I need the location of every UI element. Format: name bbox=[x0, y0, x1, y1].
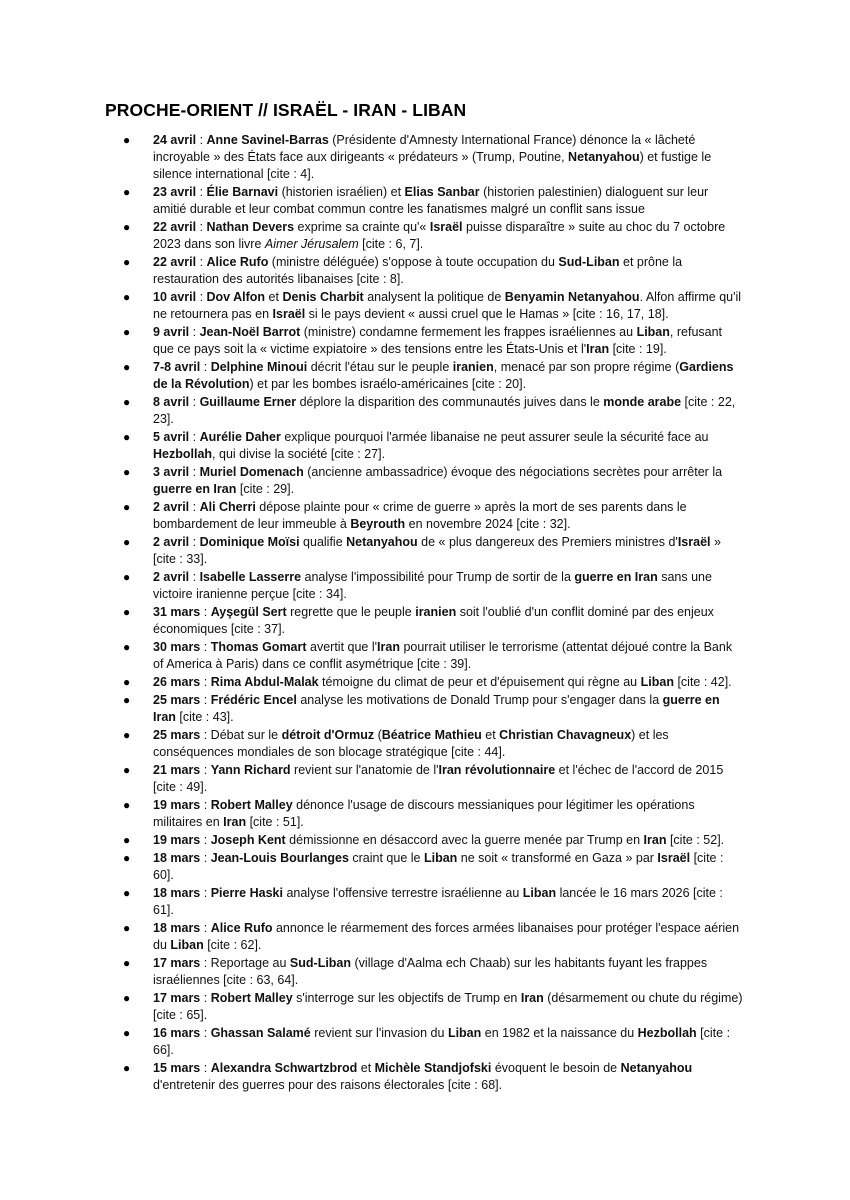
item-text: en 1982 et la naissance du bbox=[481, 1026, 638, 1041]
bullet-icon: ● bbox=[123, 693, 131, 707]
item-text: [cite : 22, 23]. bbox=[153, 394, 736, 426]
item-text: puisse disparaître » suite au choc du 7 octobre 2023 dans son livre bbox=[153, 219, 726, 251]
item-text: : bbox=[189, 429, 200, 444]
item-text: [cite : 29]. bbox=[236, 481, 295, 496]
item-text: et bbox=[357, 1061, 375, 1076]
item-text: [cite : 62]. bbox=[203, 938, 262, 952]
item-text: » [cite : 33]. bbox=[153, 534, 721, 566]
bold-text: iranien bbox=[415, 604, 457, 619]
list-item bbox=[0, 184, 743, 218]
bold-text: 22 avril bbox=[153, 254, 197, 269]
bullet-icon: ● bbox=[123, 324, 131, 339]
bold-text: 8 avril bbox=[153, 394, 190, 409]
bold-text: Hezbollah bbox=[637, 1026, 697, 1041]
item-text: ( bbox=[374, 728, 382, 742]
item-text: annonce le réarmement des forces armées libanaises pour protéger l'espace aérien du bbox=[153, 921, 740, 952]
item-text: : bbox=[200, 886, 211, 901]
bullet-icon: ● bbox=[123, 289, 131, 304]
bold-text: 18 mars bbox=[153, 886, 201, 901]
bold-text: Alice Rufo bbox=[210, 921, 273, 936]
item-text: d'entretenir des guerres pour des raisons électorales [cite : 68]. bbox=[153, 1078, 503, 1092]
list-item bbox=[0, 604, 743, 638]
item-text: : bbox=[189, 499, 200, 514]
bold-text: 26 mars bbox=[153, 674, 201, 689]
list-item bbox=[0, 639, 743, 673]
item-text: ne soit « transformé en Gaza » par bbox=[457, 851, 658, 866]
list-item bbox=[0, 132, 743, 183]
bold-text: Joseph Kent bbox=[210, 833, 286, 847]
item-text: : bbox=[189, 534, 200, 549]
item-text: , refusant que ce pays soit la « victime expiatoire » des tensions entre les États-Unis et l' bbox=[153, 324, 723, 356]
bold-text: Ali Cherri bbox=[199, 499, 256, 514]
bullet-icon: ● bbox=[123, 133, 131, 147]
bold-text: 19 mars bbox=[153, 798, 201, 812]
bold-text: Iran bbox=[377, 639, 400, 654]
item-text: (historien israélien) et bbox=[278, 184, 405, 199]
item-text: : bbox=[200, 359, 211, 374]
item-text: évoquent le besoin de bbox=[491, 1061, 621, 1076]
item-text: craint que le bbox=[348, 851, 424, 866]
list-item bbox=[0, 429, 743, 463]
bullet-icon: ● bbox=[123, 851, 131, 866]
list-item bbox=[0, 832, 743, 849]
item-text: : bbox=[189, 324, 200, 339]
item-text: dénonce l'usage de discours messianiques pour légitimer les opérations militaires en bbox=[153, 798, 695, 829]
item-text: et bbox=[265, 289, 283, 304]
item-text: analyse l'offensive terrestre israélienne au bbox=[282, 886, 523, 901]
bold-text: Netanyahou bbox=[568, 149, 640, 164]
list-item bbox=[0, 990, 743, 1024]
bullet-icon: ● bbox=[123, 886, 131, 901]
item-text: , menacé par son propre régime ( bbox=[493, 359, 680, 374]
news-list bbox=[0, 132, 850, 1095]
bold-text: Thomas Gomart bbox=[210, 639, 307, 654]
bold-text: Israël bbox=[272, 306, 306, 321]
bold-text: Aurélie Daher bbox=[199, 429, 281, 444]
list-item bbox=[0, 920, 743, 954]
item-text: sans une victoire iranienne perçue [cite : 34]. bbox=[153, 569, 712, 601]
item-text: analysent la politique de bbox=[363, 289, 505, 304]
bullet-icon: ● bbox=[123, 394, 131, 409]
bold-text: 25 mars bbox=[153, 693, 201, 707]
bold-text: 17 mars bbox=[153, 991, 201, 1006]
list-item bbox=[0, 797, 743, 831]
bullet-icon: ● bbox=[123, 833, 131, 847]
item-text: [cite : 51]. bbox=[246, 814, 304, 829]
item-text: : bbox=[200, 1061, 211, 1076]
item-text: : bbox=[200, 1026, 211, 1041]
bold-text: 5 avril bbox=[153, 429, 190, 444]
bold-text: Robert Malley bbox=[210, 798, 293, 812]
item-text: : bbox=[196, 184, 207, 199]
bold-text: Gardiens de la Révolution bbox=[153, 359, 734, 391]
item-text: revient sur l'anatomie de l' bbox=[290, 763, 439, 777]
list-item bbox=[0, 359, 743, 393]
bold-text: Netanyahou bbox=[346, 534, 418, 549]
bold-text: Nathan Devers bbox=[206, 219, 295, 234]
list-item bbox=[0, 499, 743, 533]
item-text: : Reportage au bbox=[200, 956, 290, 971]
bullet-icon: ● bbox=[123, 991, 131, 1006]
bold-text: Ayşegül Sert bbox=[210, 604, 287, 619]
bold-text: Iran bbox=[223, 814, 247, 829]
bold-text: Alexandra Schwartzbrod bbox=[210, 1061, 358, 1076]
bold-text: Denis Charbit bbox=[282, 289, 364, 304]
item-text: avertit que l' bbox=[306, 639, 378, 654]
bold-text: Netanyahou bbox=[620, 1061, 693, 1076]
bold-text: Iran bbox=[586, 341, 610, 356]
bold-text: 2 avril bbox=[153, 534, 190, 549]
bold-text: Isabelle Lasserre bbox=[199, 569, 302, 584]
bold-text: Elias Sanbar bbox=[404, 184, 480, 199]
item-text: : Débat sur le bbox=[200, 728, 282, 742]
bold-text: 30 mars bbox=[153, 639, 201, 654]
item-text: : bbox=[200, 991, 211, 1006]
item-text: : bbox=[200, 798, 211, 812]
bold-text: Jean-Noël Barrot bbox=[199, 324, 301, 339]
bold-text: Hezbollah bbox=[153, 446, 213, 461]
bold-text: Alice Rufo bbox=[206, 254, 269, 269]
bold-text: Ghassan Salamé bbox=[210, 1026, 311, 1041]
bold-text: 25 mars bbox=[153, 728, 201, 742]
bold-text: guerre en Iran bbox=[153, 481, 237, 496]
item-text: [cite : 42]. bbox=[673, 674, 732, 689]
bold-text: Muriel Domenach bbox=[199, 464, 304, 479]
bold-text: monde arabe bbox=[603, 394, 682, 409]
list-item bbox=[0, 692, 743, 726]
item-text: et bbox=[481, 728, 500, 742]
item-text: regrette que le peuple bbox=[286, 604, 416, 619]
item-text: : bbox=[189, 394, 200, 409]
bullet-icon: ● bbox=[123, 674, 131, 689]
bold-text: Béatrice Mathieu bbox=[381, 728, 482, 742]
page-title: PROCHE-ORIENT // ISRAËL - IRAN - LIBAN bbox=[105, 100, 467, 120]
bold-text: détroit d'Ormuz bbox=[281, 728, 375, 742]
bold-text: Élie Barnavi bbox=[206, 184, 279, 199]
bullet-icon: ● bbox=[123, 921, 131, 936]
item-text: analyse l'impossibilité pour Trump de sortir de la bbox=[301, 569, 575, 584]
item-text: : bbox=[189, 569, 200, 584]
bold-text: Liban bbox=[423, 851, 458, 866]
bold-text: Liban bbox=[170, 938, 204, 952]
item-text: : bbox=[189, 464, 200, 479]
bold-text: Christian Chavagneux bbox=[499, 728, 632, 742]
bullet-icon: ● bbox=[123, 429, 131, 444]
bold-text: Liban bbox=[636, 324, 670, 339]
item-text: s'interroge sur les objectifs de Trump en bbox=[292, 991, 521, 1006]
item-text: [cite : 52]. bbox=[666, 833, 725, 847]
bold-text: Frédéric Encel bbox=[210, 693, 297, 707]
bullet-icon: ● bbox=[123, 184, 131, 199]
item-text: [cite : 19]. bbox=[609, 341, 667, 356]
list-item bbox=[0, 219, 743, 253]
list-item bbox=[0, 762, 743, 796]
item-text: (ancienne ambassadrice) évoque des négociations secrètes pour arrêter la bbox=[303, 464, 723, 479]
bullet-icon: ● bbox=[123, 219, 131, 234]
item-text: [cite : 66]. bbox=[153, 1026, 731, 1057]
bold-text: Yann Richard bbox=[210, 763, 291, 777]
item-text: : bbox=[196, 133, 207, 147]
bold-text: 18 mars bbox=[153, 851, 201, 866]
item-text: analyse les motivations de Donald Trump pour s'engager dans la bbox=[296, 693, 663, 707]
bold-text: Jean-Louis Bourlanges bbox=[210, 851, 349, 866]
bullet-icon: ● bbox=[123, 464, 131, 479]
bold-text: Iran révolutionnaire bbox=[438, 763, 556, 777]
bold-text: 15 mars bbox=[153, 1061, 201, 1076]
bullet-icon: ● bbox=[123, 359, 131, 374]
bold-text: 17 mars bbox=[153, 956, 201, 971]
bullet-icon: ● bbox=[123, 1026, 131, 1041]
bold-text: Liban bbox=[522, 886, 557, 901]
item-text: soit l'oublié d'un conflit dominé par des enjeux économiques [cite : 37]. bbox=[153, 604, 714, 636]
item-text: qualifie bbox=[299, 534, 347, 549]
bullet-icon: ● bbox=[123, 254, 131, 269]
item-text: (ministre déléguée) s'oppose à toute occupation du bbox=[268, 254, 559, 269]
bold-text: Liban bbox=[447, 1026, 482, 1041]
bold-text: 22 avril bbox=[153, 219, 197, 234]
bold-text: 31 mars bbox=[153, 604, 201, 619]
list-item bbox=[0, 534, 743, 568]
item-text: , qui divise la société [cite : 27]. bbox=[212, 446, 386, 461]
bold-text: 16 mars bbox=[153, 1026, 201, 1041]
list-item bbox=[0, 464, 743, 498]
item-text: (désarmement ou chute du régime) [cite : 65]. bbox=[153, 991, 743, 1022]
bold-text: Iran bbox=[643, 833, 667, 847]
item-text: témoigne du climat de peur et d'épuisement qui règne au bbox=[318, 674, 641, 689]
bold-text: 2 avril bbox=[153, 499, 190, 514]
item-text: dépose plainte pour « crime de guerre » après la mort de ses parents dans le bombardement de leur immeuble à bbox=[153, 499, 687, 531]
item-text: [cite : 6, 7]. bbox=[358, 236, 424, 251]
item-text: : bbox=[200, 763, 211, 777]
list-item bbox=[0, 674, 743, 691]
italic-text: Aimer Jérusalem bbox=[264, 236, 359, 251]
list-item bbox=[0, 1060, 743, 1094]
bold-text: 2 avril bbox=[153, 569, 190, 584]
bold-text: Rima Abdul-Malak bbox=[210, 674, 319, 689]
bold-text: Israël bbox=[657, 851, 691, 866]
bullet-icon: ● bbox=[123, 639, 131, 654]
item-text: : bbox=[200, 639, 211, 654]
list-item bbox=[0, 254, 743, 288]
item-text: (ministre) condamne fermement les frappes israéliennes au bbox=[300, 324, 637, 339]
list-item bbox=[0, 324, 743, 358]
bold-text: 7-8 avril bbox=[153, 359, 201, 374]
bold-text: 21 mars bbox=[153, 763, 201, 777]
item-text: (Présidente d'Amnesty International France) dénonce la « lâcheté incroyable » des États face aux dirigeants « prédateurs » (Trump, Poutine, bbox=[153, 133, 696, 164]
item-text: décrit l'étau sur le peuple bbox=[307, 359, 453, 374]
bold-text: Delphine Minoui bbox=[210, 359, 308, 374]
bold-text: Israël bbox=[677, 534, 711, 549]
list-item bbox=[0, 885, 743, 919]
bold-text: Anne Savinel-Barras bbox=[206, 133, 329, 147]
bold-text: guerre en Iran bbox=[574, 569, 658, 584]
item-text: si le pays devient « aussi cruel que le Hamas » [cite : 16, 17, 18]. bbox=[305, 306, 669, 321]
bold-text: Dominique Moïsi bbox=[199, 534, 300, 549]
list-item bbox=[0, 569, 743, 603]
bold-text: Robert Malley bbox=[210, 991, 293, 1006]
bold-text: Iran bbox=[520, 991, 544, 1006]
bold-text: 19 mars bbox=[153, 833, 201, 847]
bullet-icon: ● bbox=[123, 604, 131, 619]
bold-text: guerre en Iran bbox=[153, 693, 720, 724]
list-item bbox=[0, 955, 743, 989]
bold-text: Liban bbox=[640, 674, 674, 689]
item-text: [cite : 43]. bbox=[175, 709, 234, 724]
item-text: ) et fustige le silence international [cite : 4]. bbox=[153, 149, 712, 181]
item-text: (historien palestinien) dialoguent sur leur amitié durable et leur combat commun contre les fanatismes malgré un conflit sans issue bbox=[153, 184, 709, 216]
bold-text: Sud-Liban bbox=[289, 956, 352, 971]
bold-text: 24 avril bbox=[153, 133, 197, 147]
list-item bbox=[0, 394, 743, 428]
bullet-icon: ● bbox=[123, 728, 131, 742]
item-text: : bbox=[196, 219, 207, 234]
item-text: [cite : 60]. bbox=[153, 851, 724, 882]
list-item bbox=[0, 850, 743, 884]
bold-text: 23 avril bbox=[153, 184, 197, 199]
bold-text: Israël bbox=[429, 219, 463, 234]
bold-text: 9 avril bbox=[153, 324, 190, 339]
item-text: : bbox=[200, 833, 211, 847]
item-text: ) et par les bombes israélo-américaines [cite : 20]. bbox=[249, 376, 527, 391]
bullet-icon: ● bbox=[123, 798, 131, 812]
bold-text: Pierre Haski bbox=[210, 886, 283, 901]
bold-text: Sud-Liban bbox=[558, 254, 620, 269]
item-text: de « plus dangereux des Premiers ministres d' bbox=[417, 534, 678, 549]
item-text: ) et les conséquences mondiales de son blocage stratégique [cite : 44]. bbox=[153, 728, 669, 759]
item-text: démissionne en désaccord avec la guerre menée par Trump en bbox=[285, 833, 644, 847]
item-text: : bbox=[200, 851, 211, 866]
bold-text: Michèle Standjofski bbox=[374, 1061, 492, 1076]
bold-text: Beyrouth bbox=[350, 516, 406, 531]
bullet-icon: ● bbox=[123, 763, 131, 777]
list-item bbox=[0, 1025, 743, 1059]
item-text: . Alfon affirme qu'il ne retournera pas en bbox=[153, 289, 742, 321]
bold-text: Guillaume Erner bbox=[199, 394, 297, 409]
item-text: : bbox=[200, 604, 211, 619]
bold-text: Benyamin Netanyahou bbox=[504, 289, 640, 304]
bold-text: 18 mars bbox=[153, 921, 201, 936]
item-text: explique pourquoi l'armée libanaise ne peut assurer seule la sécurité face au bbox=[280, 429, 709, 444]
item-text: pourrait utiliser le terrorisme (attentat déjoué contre la Bank of America à Paris) dans ce conflit asymétrique [cite : 39]. bbox=[153, 639, 733, 671]
item-text: et l'échec de l'accord de 2015 [cite : 49]. bbox=[153, 763, 724, 794]
item-text: : bbox=[196, 289, 207, 304]
item-text: en novembre 2024 [cite : 32]. bbox=[405, 516, 571, 531]
bullet-icon: ● bbox=[123, 956, 131, 971]
bullet-icon: ● bbox=[123, 569, 131, 584]
list-item bbox=[0, 289, 743, 323]
bullet-icon: ● bbox=[123, 534, 131, 549]
item-text: revient sur l'invasion du bbox=[310, 1026, 448, 1041]
bold-text: iranien bbox=[452, 359, 494, 374]
bold-text: 3 avril bbox=[153, 464, 190, 479]
list-item bbox=[0, 727, 743, 761]
item-text: : bbox=[200, 693, 211, 707]
item-text: lancée le 16 mars 2026 [cite : 61]. bbox=[153, 886, 723, 917]
item-text: : bbox=[200, 674, 211, 689]
item-text: (village d'Aalma ech Chaab) sur les habitants fuyant les frappes israéliennes [cite : 63, 64]. bbox=[153, 956, 708, 987]
bullet-icon: ● bbox=[123, 499, 131, 514]
item-text: : bbox=[200, 921, 211, 936]
bold-text: 10 avril bbox=[153, 289, 197, 304]
item-text: : bbox=[196, 254, 207, 269]
item-text: exprime sa crainte qu'« bbox=[294, 219, 430, 234]
bullet-icon: ● bbox=[123, 1061, 131, 1076]
bold-text: Dov Alfon bbox=[206, 289, 266, 304]
item-text: et prône la restauration des autorités libanaises [cite : 8]. bbox=[153, 254, 683, 286]
item-text: déplore la disparition des communautés juives dans le bbox=[296, 394, 604, 409]
